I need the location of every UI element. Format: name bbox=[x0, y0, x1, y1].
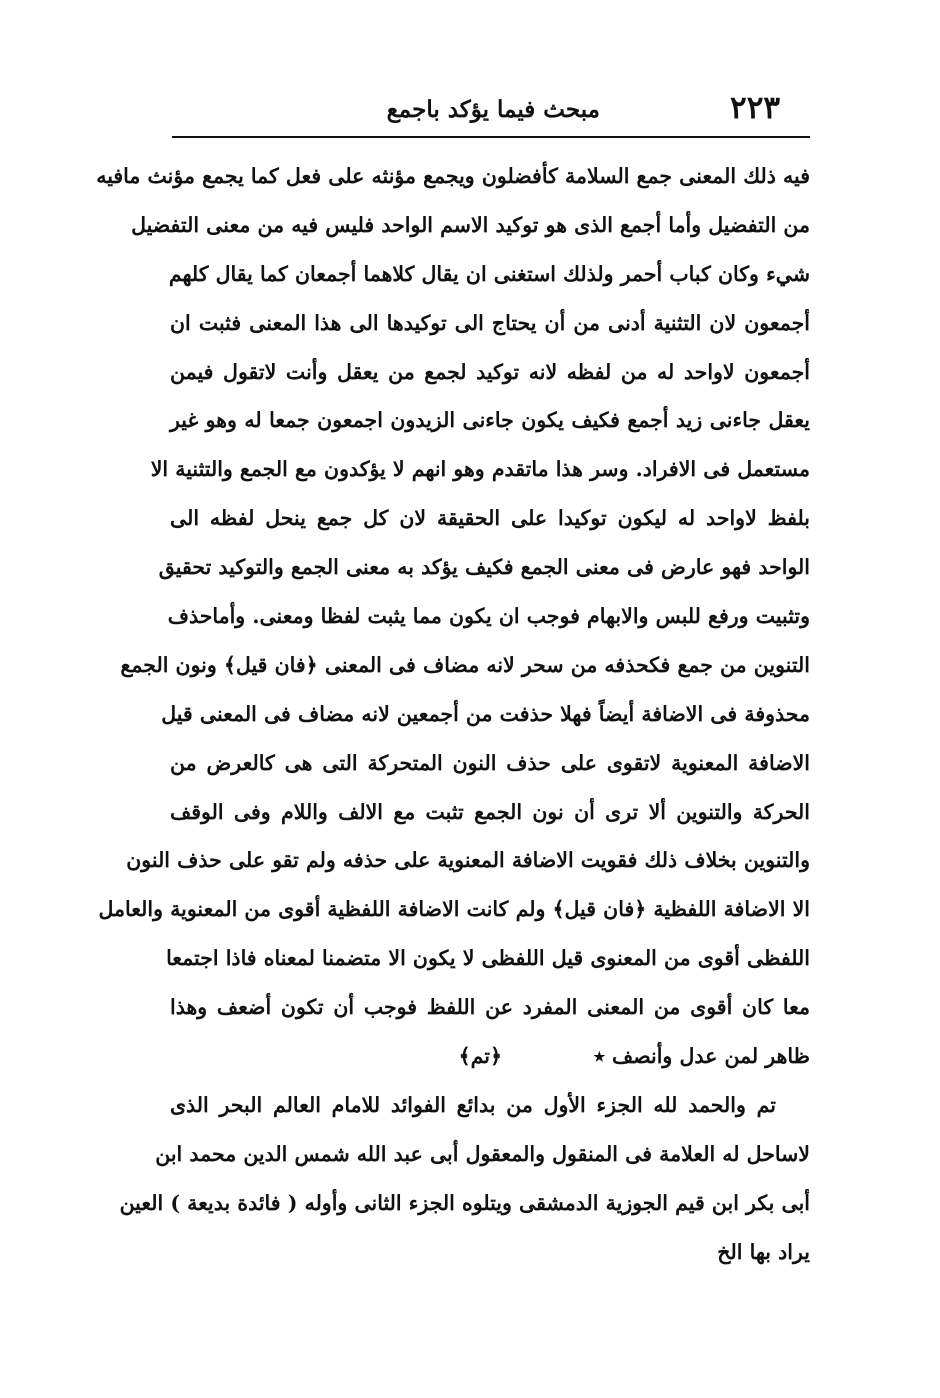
text-line: شيء وكان كباب أحمر ولذلك استغنى ان يقال كلاهما أجمعان كما يقال كلهم bbox=[168, 261, 810, 286]
closing-line bbox=[170, 1032, 810, 1081]
colophon-line: أبى بكر ابن قيم الجوزية الدمشقى ويتلوه الجزء الثانى وأوله ( فائدة بديعة ) العين bbox=[119, 1190, 810, 1215]
text-line: اللفظى أقوى من المعنوى قيل اللفظى لا يكون الا متضمنا لمعناه فاذا اجتمعا bbox=[166, 946, 810, 971]
text-line: التنوين من جمع فكحذفه من سحر لانه مضاف فى المعنى ﴿فان قيل﴾ ونون الجمع bbox=[120, 652, 810, 677]
text-line: محذوفة فى الاضافة أيضاً فهلا حذفت من أجمعين لانه مضاف فى المعنى قيل bbox=[161, 701, 810, 726]
text-line: أجمعون لاواحد له من لفظه لانه توكيد لجمع من يعقل وأنت لاتقول فيمن bbox=[170, 359, 810, 384]
text-line: يعقل جاءنى زيد أجمع فكيف يكون جاءنى الزيدون اجمعون جمعا له وهو غير bbox=[170, 408, 810, 433]
text-line: الحركة والتنوين ألا ترى أن نون الجمع تثبت مع الالف واللام وفى الوقف bbox=[170, 799, 810, 824]
text-line: أجمعون لان التثنية أدنى من أن يحتاج الى توكيدها الى هذا المعنى فثبت ان bbox=[170, 310, 810, 335]
text-line: من التفضيل وأما أجمع الذى هو توكيد الاسم الواحد فليس فيه من معنى التفضيل bbox=[131, 212, 810, 237]
text-line: الا الاضافة اللفظية ﴿فان قيل﴾ ولم كانت الاضافة اللفظية أقوى من المعنوية والعامل bbox=[98, 897, 810, 922]
text-line: مستعمل فى الافراد. وسر هذا ماتقدم وهو انهم لا يؤكدون مع الجمع والتثنية الا bbox=[150, 457, 810, 482]
text-line: والتنوين بخلاف ذلك فقويت الاضافة المعنوية على حذفه ولم تقو على حذف النون bbox=[126, 848, 810, 873]
text-line: الاضافة المعنوية لاتقوى على حذف النون المتحركة التى هى كالعرض من bbox=[170, 750, 810, 775]
main-text bbox=[96, 152, 810, 1276]
text-line: بلفظ لاواحد له ليكون توكيدا على الحقيقة لان كل جمع ينحل لفظه الى bbox=[170, 506, 810, 531]
text-line: معا كان أقوى من المعنى المفرد عن اللفظ فوجب أن تكون أضعف وهذا bbox=[170, 995, 810, 1020]
colophon-line: تم والحمد لله الجزء الأول من بدائع الفوائد للامام العالم البحر الذى bbox=[170, 1092, 776, 1117]
text-line: وتثبيت ورفع للبس والابهام فوجب ان يكون مما يثبت لفظا ومعنى. وأماحذف bbox=[167, 604, 810, 629]
running-title: مبحث فيما يؤكد باجمع bbox=[386, 96, 600, 123]
page-header bbox=[172, 88, 810, 134]
page-number: ٢٢٣ bbox=[730, 90, 780, 126]
end-mark: ﴿تم﴾ bbox=[458, 1044, 502, 1069]
text-line: فيه ذلك المعنى جمع السلامة كأفضلون ويجمع مؤنثه على فعل كما يجمع مؤنث مافيه bbox=[96, 164, 810, 188]
closing-text: ظاهر لمن عدل وأنصف ٭ bbox=[593, 1044, 810, 1069]
text-line: الواحد فهو عارض فى معنى الجمع فكيف يؤكد به معنى الجمع والتوكيد تحقيق bbox=[158, 555, 810, 580]
colophon-line: يراد بها الخ bbox=[717, 1239, 810, 1264]
header-rule bbox=[172, 136, 810, 138]
colophon-line: لاساحل له العلامة فى المنقول والمعقول أبى عبد الله شمس الدين محمد ابن bbox=[155, 1141, 810, 1166]
